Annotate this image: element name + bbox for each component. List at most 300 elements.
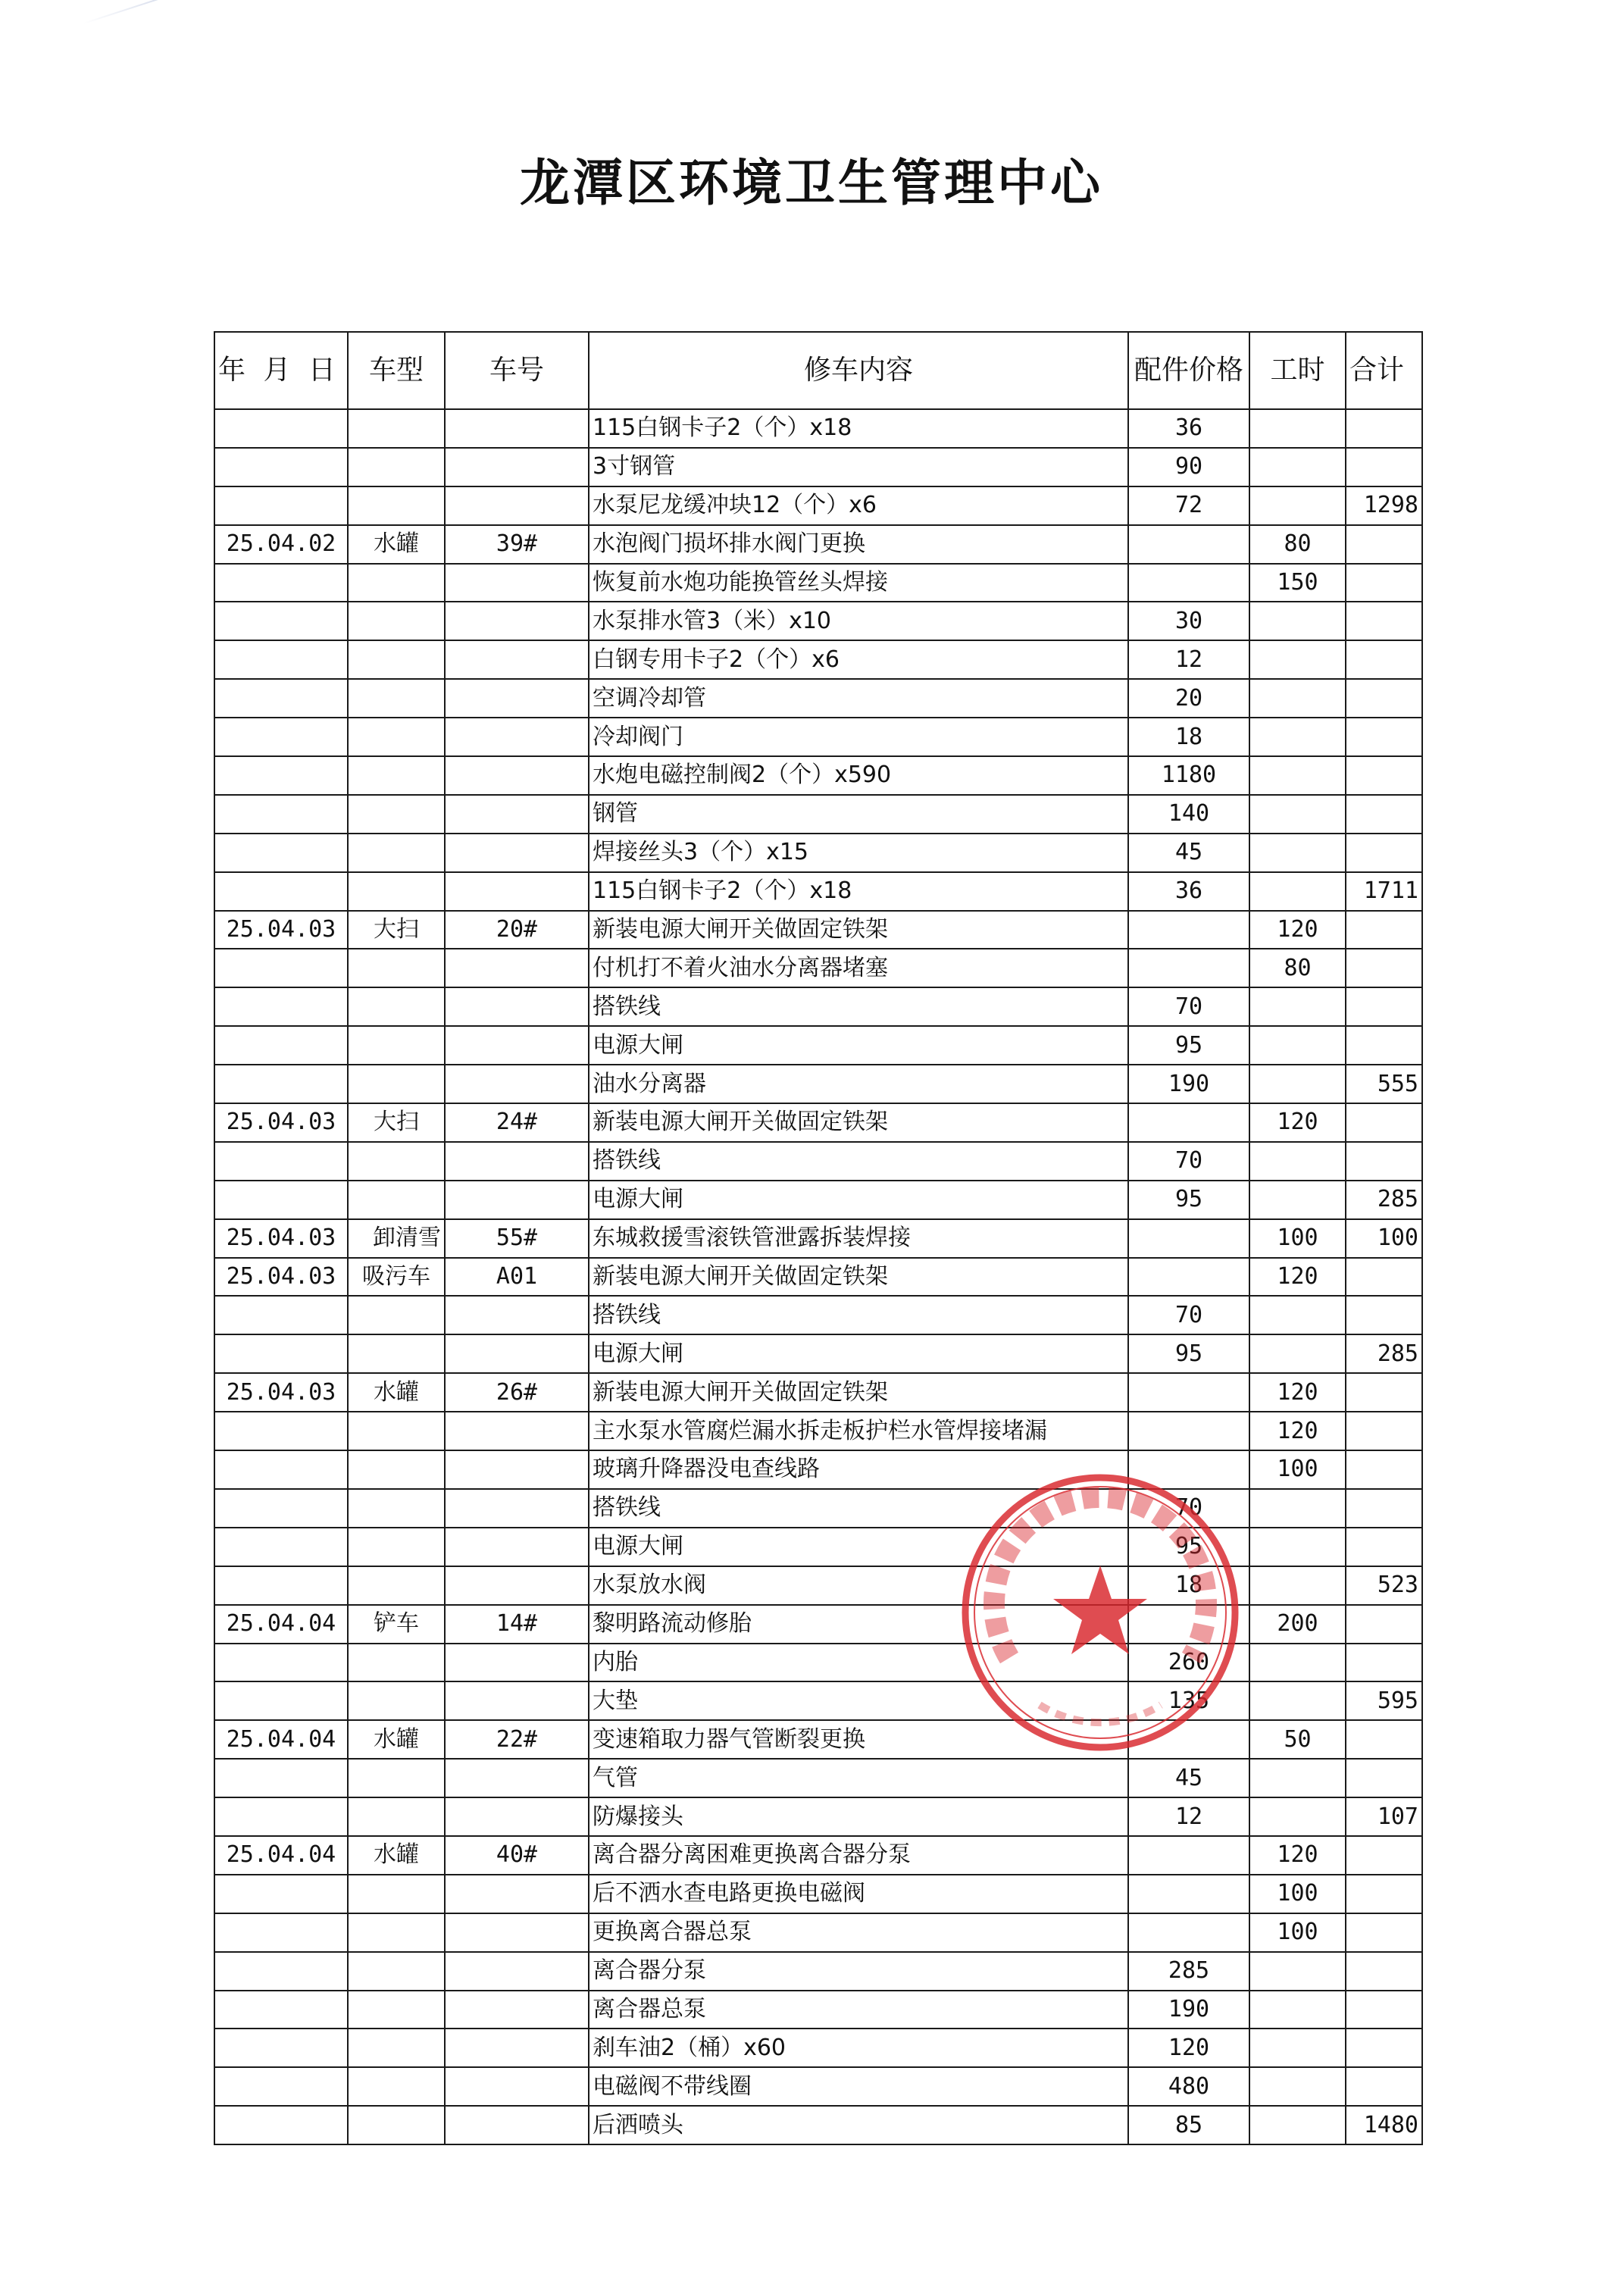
cell-vehicle-type: 水罐: [348, 1720, 445, 1759]
cell-parts-price: 285: [1128, 1952, 1249, 1991]
cell-vehicle-type: [348, 987, 445, 1026]
cell-date: [214, 1797, 348, 1836]
cell-labor: [1249, 1334, 1346, 1373]
cell-vehicle-number: [445, 834, 589, 872]
cell-vehicle-number: [445, 1991, 589, 2029]
cell-date: 25.04.04: [214, 1605, 348, 1644]
cell-vehicle-type: [348, 448, 445, 486]
header-parts-price: 配件价格: [1128, 332, 1249, 409]
cell-date: [214, 1142, 348, 1181]
cell-labor: [1249, 872, 1346, 911]
cell-labor: [1249, 486, 1346, 525]
cell-repair-content: 防爆接头: [589, 1797, 1128, 1836]
cell-parts-price: [1128, 1605, 1249, 1644]
cell-parts-price: [1128, 1720, 1249, 1759]
table-row: [214, 2067, 1422, 2106]
cell-repair-content: 焊接丝头3（个）x15: [589, 834, 1128, 872]
cell-repair-content: 内胎: [589, 1644, 1128, 1682]
cell-repair-content: 搭铁线: [589, 1296, 1128, 1334]
cell-labor: 200: [1249, 1605, 1346, 1644]
header-vehicle-number: 车号: [445, 332, 589, 409]
cell-total: 107: [1346, 1797, 1422, 1836]
cell-vehicle-type: [348, 1412, 445, 1450]
cell-vehicle-number: A01: [445, 1258, 589, 1297]
cell-vehicle-type: 吸污车: [348, 1258, 445, 1297]
cell-vehicle-type: [348, 1875, 445, 1913]
header-labor: 工时: [1249, 332, 1346, 409]
cell-date: [214, 1644, 348, 1682]
cell-vehicle-type: [348, 756, 445, 795]
cell-total: [1346, 1952, 1422, 1991]
cell-vehicle-number: 55#: [445, 1219, 589, 1258]
cell-vehicle-number: [445, 1412, 589, 1450]
scan-edge-mark: [83, 0, 235, 24]
cell-labor: [1249, 1181, 1346, 1219]
table-row: [214, 1334, 1422, 1373]
cell-total: 595: [1346, 1681, 1422, 1720]
cell-parts-price: 95: [1128, 1181, 1249, 1219]
cell-parts-price: [1128, 1913, 1249, 1952]
cell-total: [1346, 949, 1422, 987]
cell-date: [214, 640, 348, 679]
cell-labor: [1249, 1296, 1346, 1334]
table-row: [214, 1759, 1422, 1797]
table-row: [214, 1450, 1422, 1489]
cell-total: [1346, 1450, 1422, 1489]
cell-vehicle-type: 水罐: [348, 1373, 445, 1412]
cell-vehicle-type: 卸清雪: [348, 1219, 445, 1258]
cell-labor: 50: [1249, 1720, 1346, 1759]
cell-parts-price: [1128, 1875, 1249, 1913]
cell-date: [214, 756, 348, 795]
cell-total: [1346, 1720, 1422, 1759]
cell-repair-content: 新装电源大闸开关做固定铁架: [589, 1258, 1128, 1297]
cell-vehicle-type: 水罐: [348, 1836, 445, 1875]
cell-labor: [1249, 2106, 1346, 2144]
cell-parts-price: [1128, 1450, 1249, 1489]
cell-date: [214, 1991, 348, 2029]
cell-total: [1346, 525, 1422, 564]
cell-date: [214, 1681, 348, 1720]
cell-total: [1346, 718, 1422, 756]
cell-vehicle-number: [445, 1797, 589, 1836]
cell-labor: 100: [1249, 1913, 1346, 1952]
cell-repair-content: 115白钢卡子2（个）x18: [589, 409, 1128, 448]
page-title: 龙潭区环境卫生管理中心: [520, 154, 1103, 212]
cell-date: [214, 718, 348, 756]
cell-parts-price: 85: [1128, 2106, 1249, 2144]
cell-total: 1711: [1346, 872, 1422, 911]
cell-parts-price: 12: [1128, 1797, 1249, 1836]
cell-total: [1346, 1875, 1422, 1913]
cell-parts-price: 135: [1128, 1681, 1249, 1720]
cell-repair-content: 冷却阀门: [589, 718, 1128, 756]
cell-repair-content: 水炮电磁控制阀2（个）x590: [589, 756, 1128, 795]
cell-labor: [1249, 602, 1346, 640]
cell-repair-content: 更换离合器总泵: [589, 1913, 1128, 1952]
cell-vehicle-type: 大扫: [348, 911, 445, 949]
cell-vehicle-number: [445, 640, 589, 679]
cell-labor: [1249, 1797, 1346, 1836]
cell-labor: 120: [1249, 1258, 1346, 1297]
cell-date: [214, 1528, 348, 1566]
cell-date: [214, 409, 348, 448]
cell-repair-content: 新装电源大闸开关做固定铁架: [589, 911, 1128, 949]
cell-labor: [1249, 2029, 1346, 2067]
table-row: [214, 1142, 1422, 1181]
header-repair-content: 修车内容: [589, 332, 1128, 409]
cell-parts-price: 70: [1128, 987, 1249, 1026]
cell-vehicle-number: [445, 1759, 589, 1797]
cell-parts-price: 45: [1128, 834, 1249, 872]
cell-vehicle-number: [445, 1296, 589, 1334]
cell-vehicle-type: [348, 1644, 445, 1682]
cell-labor: [1249, 448, 1346, 486]
cell-repair-content: 钢管: [589, 795, 1128, 834]
cell-labor: [1249, 756, 1346, 795]
cell-vehicle-number: [445, 602, 589, 640]
cell-parts-price: 30: [1128, 602, 1249, 640]
table-row: [214, 602, 1422, 640]
cell-vehicle-number: [445, 718, 589, 756]
cell-vehicle-type: [348, 949, 445, 987]
cell-parts-price: 45: [1128, 1759, 1249, 1797]
cell-parts-price: 72: [1128, 486, 1249, 525]
table-row: [214, 1103, 1422, 1142]
cell-parts-price: 70: [1128, 1142, 1249, 1181]
cell-parts-price: 12: [1128, 640, 1249, 679]
cell-date: [214, 448, 348, 486]
cell-date: [214, 2067, 348, 2106]
cell-vehicle-number: [445, 1875, 589, 1913]
cell-date: [214, 1296, 348, 1334]
cell-labor: [1249, 409, 1346, 448]
cell-total: [1346, 911, 1422, 949]
cell-date: 25.04.03: [214, 1373, 348, 1412]
cell-repair-content: 水泵尼龙缓冲块12（个）x6: [589, 486, 1128, 525]
cell-vehicle-type: [348, 834, 445, 872]
cell-vehicle-number: [445, 2106, 589, 2144]
cell-vehicle-number: [445, 1065, 589, 1103]
header-total: 合计: [1346, 332, 1422, 409]
table-row: [214, 1681, 1422, 1720]
cell-repair-content: 东城救援雪滚铁管泄露拆装焊接: [589, 1219, 1128, 1258]
cell-parts-price: 90: [1128, 448, 1249, 486]
cell-date: 25.04.04: [214, 1836, 348, 1875]
table-row: [214, 834, 1422, 872]
cell-total: [1346, 834, 1422, 872]
table-row: [214, 1605, 1422, 1644]
cell-vehicle-type: [348, 1142, 445, 1181]
cell-labor: [1249, 640, 1346, 679]
cell-vehicle-type: [348, 486, 445, 525]
cell-parts-price: 95: [1128, 1026, 1249, 1065]
cell-labor: [1249, 1026, 1346, 1065]
cell-total: [1346, 987, 1422, 1026]
table-row: [214, 409, 1422, 448]
cell-date: [214, 949, 348, 987]
cell-date: [214, 2106, 348, 2144]
cell-vehicle-number: 40#: [445, 1836, 589, 1875]
cell-repair-content: 电源大闸: [589, 1528, 1128, 1566]
cell-labor: [1249, 1991, 1346, 2029]
cell-date: 25.04.02: [214, 525, 348, 564]
cell-total: [1346, 1373, 1422, 1412]
cell-parts-price: 120: [1128, 2029, 1249, 2067]
cell-total: [1346, 1026, 1422, 1065]
cell-labor: [1249, 1566, 1346, 1605]
cell-parts-price: [1128, 911, 1249, 949]
cell-vehicle-number: [445, 1142, 589, 1181]
cell-parts-price: [1128, 564, 1249, 602]
cell-vehicle-number: [445, 1913, 589, 1952]
cell-parts-price: 36: [1128, 409, 1249, 448]
table-row: [214, 1489, 1422, 1528]
table-row: [214, 1528, 1422, 1566]
cell-total: [1346, 640, 1422, 679]
cell-vehicle-number: [445, 1026, 589, 1065]
cell-total: [1346, 1836, 1422, 1875]
cell-repair-content: 刹车油2（桶）x60: [589, 2029, 1128, 2067]
cell-repair-content: 后洒喷头: [589, 2106, 1128, 2144]
cell-vehicle-number: [445, 987, 589, 1026]
cell-date: 25.04.03: [214, 1219, 348, 1258]
cell-parts-price: [1128, 1103, 1249, 1142]
cell-date: 25.04.03: [214, 1258, 348, 1297]
table-row: [214, 1026, 1422, 1065]
cell-labor: [1249, 1644, 1346, 1682]
cell-parts-price: 70: [1128, 1296, 1249, 1334]
cell-vehicle-type: [348, 564, 445, 602]
cell-vehicle-type: [348, 1991, 445, 2029]
cell-vehicle-type: [348, 640, 445, 679]
cell-total: [1346, 1296, 1422, 1334]
cell-total: [1346, 409, 1422, 448]
cell-labor: 120: [1249, 1836, 1346, 1875]
cell-vehicle-number: [445, 949, 589, 987]
cell-vehicle-number: [445, 1566, 589, 1605]
cell-labor: [1249, 2067, 1346, 2106]
cell-parts-price: [1128, 1219, 1249, 1258]
cell-vehicle-type: [348, 679, 445, 718]
cell-parts-price: 1180: [1128, 756, 1249, 795]
cell-vehicle-number: [445, 1644, 589, 1682]
cell-total: 285: [1346, 1181, 1422, 1219]
cell-repair-content: 3寸钢管: [589, 448, 1128, 486]
cell-date: [214, 1412, 348, 1450]
header-date: 年 月 日: [214, 332, 348, 409]
table-row: [214, 1875, 1422, 1913]
cell-vehicle-number: [445, 564, 589, 602]
cell-vehicle-type: [348, 1681, 445, 1720]
repair-ledger-table: [214, 331, 1423, 2145]
table-row: [214, 1952, 1422, 1991]
cell-repair-content: 付机打不着火油水分离器堵塞: [589, 949, 1128, 987]
cell-total: 285: [1346, 1334, 1422, 1373]
cell-total: [1346, 602, 1422, 640]
table-row: [214, 718, 1422, 756]
cell-total: [1346, 1991, 1422, 2029]
cell-vehicle-number: 39#: [445, 525, 589, 564]
table-row: [214, 1836, 1422, 1875]
cell-total: [1346, 2029, 1422, 2067]
cell-vehicle-type: [348, 1450, 445, 1489]
cell-labor: 120: [1249, 911, 1346, 949]
table-row: [214, 448, 1422, 486]
cell-labor: [1249, 1489, 1346, 1528]
cell-date: [214, 602, 348, 640]
cell-total: 100: [1346, 1219, 1422, 1258]
cell-vehicle-type: 大扫: [348, 1103, 445, 1142]
cell-vehicle-number: 14#: [445, 1605, 589, 1644]
cell-vehicle-number: [445, 1528, 589, 1566]
cell-repair-content: 电源大闸: [589, 1181, 1128, 1219]
cell-parts-price: 36: [1128, 872, 1249, 911]
cell-repair-content: 离合器分泵: [589, 1952, 1128, 1991]
table-header-row: [214, 332, 1422, 409]
cell-repair-content: 离合器分离困难更换离合器分泵: [589, 1836, 1128, 1875]
cell-labor: [1249, 795, 1346, 834]
cell-parts-price: 18: [1128, 718, 1249, 756]
cell-labor: [1249, 987, 1346, 1026]
cell-vehicle-type: [348, 1489, 445, 1528]
table-row: [214, 525, 1422, 564]
cell-repair-content: 新装电源大闸开关做固定铁架: [589, 1103, 1128, 1142]
cell-labor: [1249, 1142, 1346, 1181]
cell-vehicle-number: [445, 872, 589, 911]
cell-repair-content: 油水分离器: [589, 1065, 1128, 1103]
cell-date: [214, 486, 348, 525]
table-row: [214, 1296, 1422, 1334]
cell-date: [214, 834, 348, 872]
cell-parts-price: [1128, 1836, 1249, 1875]
cell-date: [214, 1026, 348, 1065]
cell-labor: [1249, 1952, 1346, 1991]
cell-vehicle-type: [348, 1528, 445, 1566]
cell-labor: 100: [1249, 1875, 1346, 1913]
cell-labor: [1249, 1528, 1346, 1566]
cell-total: [1346, 1759, 1422, 1797]
cell-vehicle-type: [348, 872, 445, 911]
cell-vehicle-number: 26#: [445, 1373, 589, 1412]
table-row: [214, 1991, 1422, 2029]
cell-vehicle-number: [445, 756, 589, 795]
cell-repair-content: 白钢专用卡子2（个）x6: [589, 640, 1128, 679]
cell-parts-price: 95: [1128, 1528, 1249, 1566]
cell-total: [1346, 795, 1422, 834]
cell-vehicle-type: [348, 1759, 445, 1797]
cell-vehicle-number: [445, 1181, 589, 1219]
cell-date: [214, 2029, 348, 2067]
cell-vehicle-number: [445, 679, 589, 718]
cell-vehicle-type: [348, 1181, 445, 1219]
table-row: [214, 640, 1422, 679]
cell-repair-content: 恢复前水炮功能换管丝头焊接: [589, 564, 1128, 602]
cell-parts-price: [1128, 525, 1249, 564]
table-row: [214, 564, 1422, 602]
cell-date: [214, 1450, 348, 1489]
cell-parts-price: [1128, 1258, 1249, 1297]
cell-parts-price: 260: [1128, 1644, 1249, 1682]
table-row: [214, 987, 1422, 1026]
cell-repair-content: 搭铁线: [589, 987, 1128, 1026]
cell-vehicle-number: [445, 1952, 589, 1991]
cell-labor: 80: [1249, 949, 1346, 987]
cell-repair-content: 后不洒水查电路更换电磁阀: [589, 1875, 1128, 1913]
cell-repair-content: 离合器总泵: [589, 1991, 1128, 2029]
table-row: [214, 1913, 1422, 1952]
table-row: [214, 1644, 1422, 1682]
cell-total: [1346, 1412, 1422, 1450]
cell-repair-content: 水泵排水管3（米）x10: [589, 602, 1128, 640]
cell-vehicle-type: 铲车: [348, 1605, 445, 1644]
table-row: [214, 486, 1422, 525]
cell-vehicle-number: 22#: [445, 1720, 589, 1759]
cell-total: [1346, 1605, 1422, 1644]
cell-total: [1346, 1913, 1422, 1952]
cell-vehicle-type: [348, 1296, 445, 1334]
cell-date: [214, 1952, 348, 1991]
cell-vehicle-type: [348, 1952, 445, 1991]
cell-parts-price: 190: [1128, 1991, 1249, 2029]
table-row: [214, 2106, 1422, 2144]
table-row: [214, 872, 1422, 911]
cell-labor: 100: [1249, 1219, 1346, 1258]
cell-vehicle-number: [445, 2029, 589, 2067]
cell-parts-price: [1128, 1412, 1249, 1450]
cell-vehicle-number: [445, 448, 589, 486]
cell-repair-content: 搭铁线: [589, 1142, 1128, 1181]
cell-repair-content: 大垫: [589, 1681, 1128, 1720]
cell-repair-content: 主水泵水管腐烂漏水拆走板护栏水管焊接堵漏: [589, 1412, 1128, 1450]
cell-date: [214, 987, 348, 1026]
cell-date: 25.04.04: [214, 1720, 348, 1759]
cell-labor: [1249, 834, 1346, 872]
cell-vehicle-number: [445, 1681, 589, 1720]
cell-vehicle-number: 24#: [445, 1103, 589, 1142]
cell-labor: 150: [1249, 564, 1346, 602]
table-row: [214, 1566, 1422, 1605]
cell-labor: 120: [1249, 1373, 1346, 1412]
table-row: [214, 1412, 1422, 1450]
cell-vehicle-number: [445, 1450, 589, 1489]
header-vehicle-type: 车型: [348, 332, 445, 409]
cell-date: [214, 1875, 348, 1913]
ledger-body: [214, 409, 1422, 2144]
cell-total: [1346, 1103, 1422, 1142]
cell-total: [1346, 756, 1422, 795]
cell-vehicle-type: [348, 1065, 445, 1103]
cell-parts-price: 70: [1128, 1489, 1249, 1528]
cell-vehicle-number: [445, 486, 589, 525]
cell-repair-content: 115白钢卡子2（个）x18: [589, 872, 1128, 911]
cell-vehicle-type: [348, 2067, 445, 2106]
cell-repair-content: 变速箱取力器气管断裂更换: [589, 1720, 1128, 1759]
cell-date: [214, 872, 348, 911]
cell-total: 523: [1346, 1566, 1422, 1605]
cell-labor: 80: [1249, 525, 1346, 564]
cell-vehicle-type: [348, 602, 445, 640]
table-row: [214, 795, 1422, 834]
cell-repair-content: 电源大闸: [589, 1026, 1128, 1065]
cell-labor: 120: [1249, 1412, 1346, 1450]
cell-parts-price: 480: [1128, 2067, 1249, 2106]
cell-date: [214, 795, 348, 834]
cell-total: [1346, 2067, 1422, 2106]
cell-repair-content: 电源大闸: [589, 1334, 1128, 1373]
cell-repair-content: 搭铁线: [589, 1489, 1128, 1528]
cell-vehicle-type: 水罐: [348, 525, 445, 564]
